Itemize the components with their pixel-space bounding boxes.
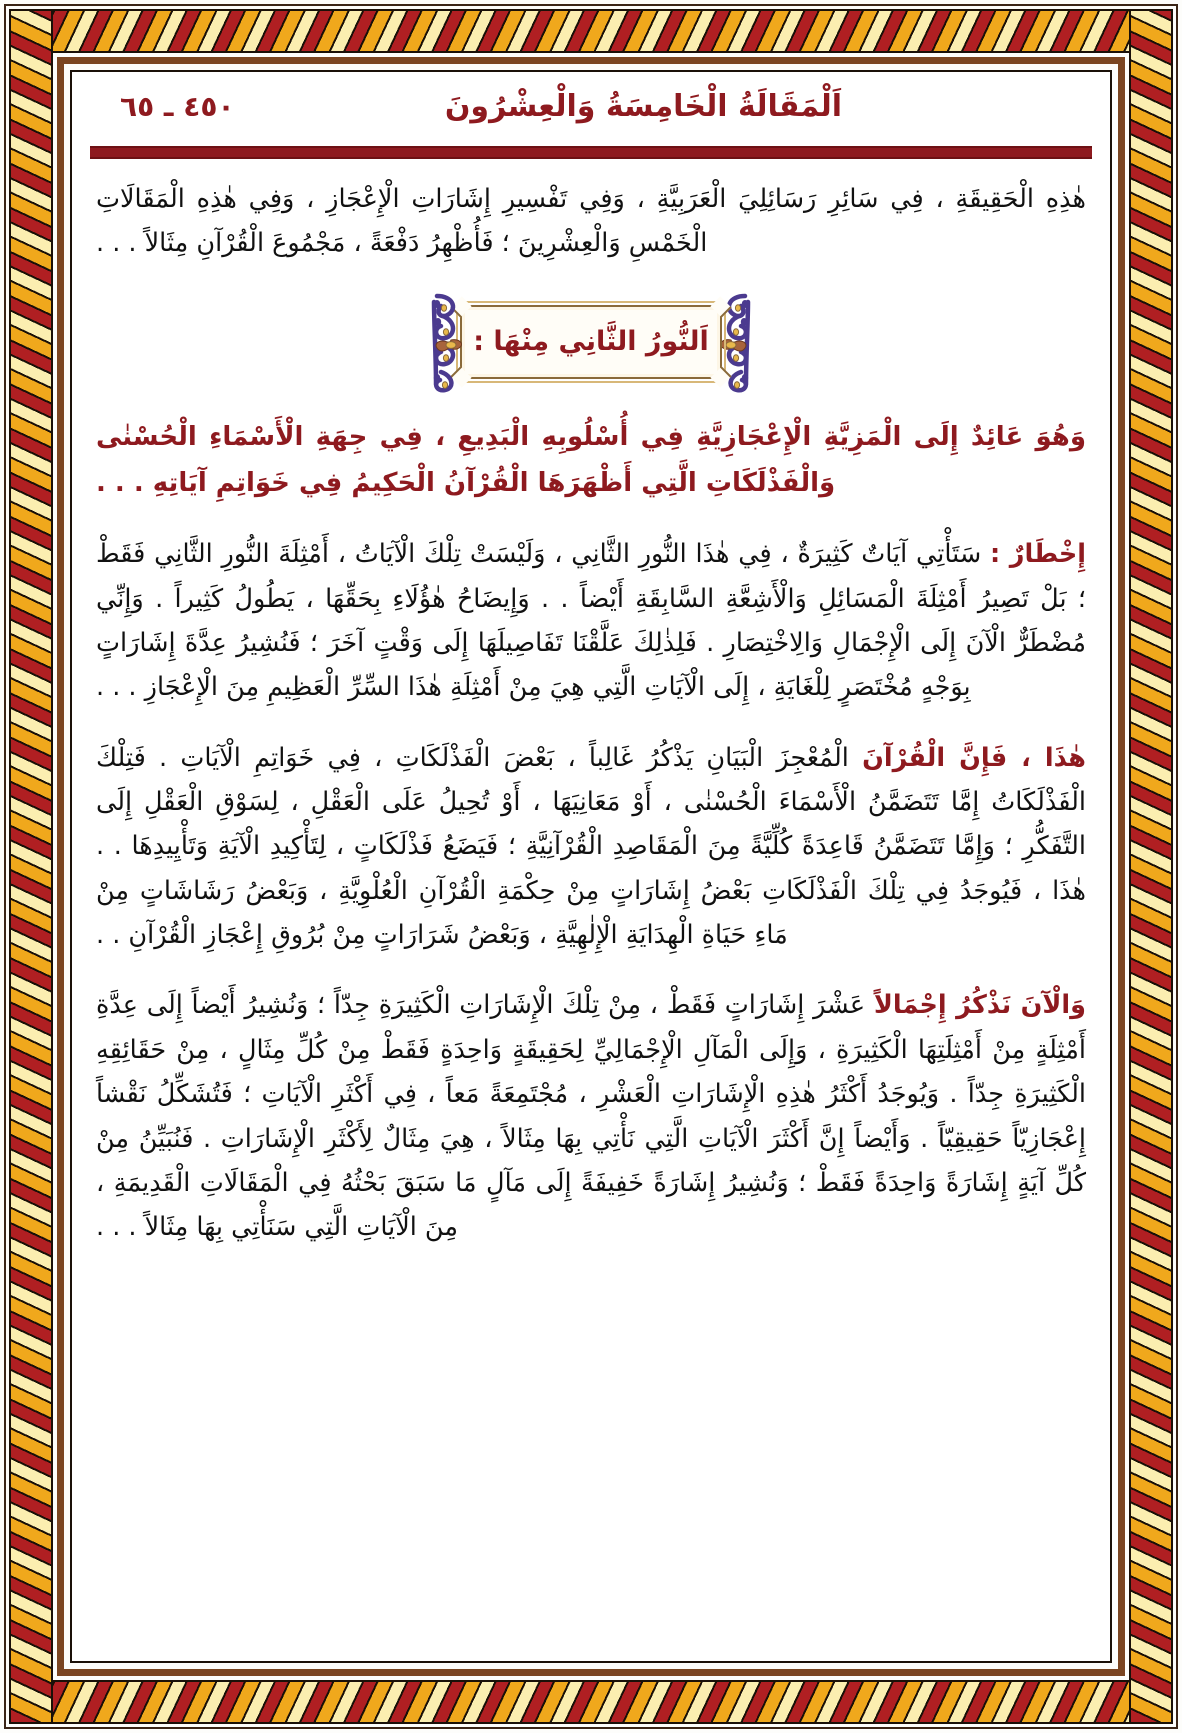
paragraph-4 (96, 736, 1086, 958)
paragraph-1: هٰذِهِ الْحَقِيقَةِ ، فِي سَائِرِ رَسَائِلِيَ الْعَرَبِيَّةِ ، وَفِي تَفْسِيرِ إِشَارَاتِ الْإِعْجَازِ ، وَفِي هٰذِهِ الْمَقَالَاتِ الْخَمْسِ وَالْعِشْرِينَ ؛ فَأُظْهِرُ دَفْعَةً ، مَجْمُوعَ الْقُرْآنِ مِثَالاً . . . (96, 184, 1086, 259)
braid-border-top (9, 9, 1173, 53)
header-divider-rule (90, 146, 1092, 159)
section-title-text: اَلنُّورُ الثَّانِي مِنْهَا : (473, 326, 709, 358)
paragraph-5-body: عَشْرَ إِشَارَاتٍ فَقَطْ ، مِنْ تِلْكَ الْإِشَارَاتِ الْكَثِيرَةِ جِدّاً ؛ وَنُشِيرُ أَيْضاً إِلَى عِدَّةِ أَمْثِلَةٍ مِنْ أَمْثِلَتِهَا الْكَثِيرَةِ ، وَإِلَى الْمَآلِ الْإِجْمَالِيِّ لِحَقِيقَةٍ وَاحِدَةٍ فَقَطْ مِنْ كُلِّ مِثَالٍ ، مِنْ حَقَائِقِهِ الْكَثِيرَةِ جِدّاً . وَيُوجَدُ أَكْثَرُ هٰذِهِ الْإِشَارَاتِ الْعَشْرِ ، مُجْتَمِعَةً مَعاً ، فِي أَكْثَرِ الْآيَاتِ ؛ فَتُشَكِّلُ نَقْشاً إِعْجَازِيّاً حَقِيقِيّاً . وَأَيْضاً إِنَّ أَكْثَرَ الْآيَاتِ الَّتِي نَأْتِي بِهَا مِثَالاً ، هِيَ مِثَالٌ لِأَكْثَرِ الْإِشَارَاتِ . فَنُبَيِّنُ مِنْ كُلِّ آيَةٍ إِشَارَةً وَاحِدَةً فَقَطْ ؛ وَنُشِيرُ إِشَارَةً خَفِيفَةً إِلَى مَآلٍ مَا سَبَقَ بَحْثُهُ فِي الْمَقَالَاتِ الْقَدِيمَةِ ، مِنَ الْآيَاتِ الَّتِي سَنَأْتِي بِهَا مِثَالاً . . . (96, 990, 1086, 1243)
folio-number: ٤٥٠ ـ ٦٥ (120, 89, 235, 123)
paragraph-5-lead-red: وَالْآنَ نَذْكُرُ إِجْمَالاً (873, 990, 1087, 1021)
section-title-plate (460, 305, 722, 379)
paragraph-4-lead-red: هٰذَا ، فَإِنَّ الْقُرْآنَ (862, 742, 1086, 773)
paragraph-4-body: الْمُعْجِزَ الْبَيَانِ يَذْكُرُ غَالِباً ، بَعْضَ الْفَذْلَكَاتِ ، فِي خَوَاتِمِ الْآيَاتِ . فَتِلْكَ الْفَذْلَكَاتُ إِمَّا تَتَضَمَّنُ الْأَسْمَاءَ الْحُسْنٰى ، أَوْ مَعَانِيَهَا ، أَوْ تُحِيلُ عَلَى الْعَقْلِ ، لِسَوْقِ الْعَقْلِ إِلَى التَّفَكُّرِ ؛ وَإِمَّا تَتَضَمَّنُ قَاعِدَةً كُلِّيَّةً مِنَ الْمَقَاصِدِ الْقُرْآنِيَّةِ ؛ فَيَضَعُ فَذْلَكَاتٍ ، لِتَأْكِيدِ الْآيَةِ وَتَأْيِيدِهَا . . هٰذَا ، فَيُوجَدُ فِي تِلْكَ الْفَذْلَكَاتِ بَعْضُ إِشَارَاتٍ مِنْ حِكْمَةِ الْقُرْآنِ الْعُلْوِيَّةِ ، وَبَعْضُ رَشَاشَاتٍ مِنْ مَاءِ حَيَاةِ الْهِدَايَةِ الْإِلٰهِيَّةِ ، وَبَعْضُ شَرَارَاتٍ مِنْ بُرُوقِ إِعْجَازِ الْقُرْآنِ . . (96, 742, 1086, 951)
paragraph-5 (96, 983, 1086, 1249)
paragraph-2-red-emphasis: وَهُوَ عَائِدٌ إِلَى الْمَزِيَّةِ الْإِعْجَازِيَّةِ فِي أُسْلُوبِهِ الْبَدِيعِ ، فِي جِهَةِ الْأَسْمَاءِ الْحُسْنٰى وَالْفَذْلَكَاتِ الَّتِي أَظْهَرَهَا الْقُرْآنُ الْحَكِيمُ فِي خَوَاتِمِ آيَاتِهِ . . . (96, 421, 1086, 498)
section-title-band (421, 288, 761, 396)
arabesque-ornament-left-icon (421, 288, 467, 396)
braid-border-left (9, 9, 53, 1724)
body-column (72, 159, 1110, 1266)
bottom-spacer (96, 1256, 1086, 1266)
braid-border-bottom (9, 1680, 1173, 1724)
braid-border-right (1129, 9, 1173, 1724)
page-content (72, 72, 1110, 1661)
paragraph-3-lead-red: إِخْطَارٌ : (990, 539, 1086, 570)
page-title: اَلْمَقَالَةُ الْخَامِسَةُ وَالْعِشْرُونَ (444, 88, 842, 124)
paragraph-3-body: سَتَأْتِي آيَاتٌ كَثِيرَةٌ ، فِي هٰذَا النُّورِ الثَّانِي ، وَلَيْسَتْ تِلْكَ الْآيَاتُ ، أَمْثِلَةَ النُّورِ الثَّانِي فَقَطْ ؛ بَلْ تَصِيرُ أَمْثِلَةَ الْمَسَائِلِ وَالْأَشِعَّةِ السَّابِقَةِ أَيْضاً . . وَإِيضَاحُ هٰؤُلَاءِ بِحَقِّهَا ، يَطُولُ كَثِيراً . وَإِنِّي مُضْطَرٌّ الْآنَ إِلَى الْإِجْمَالِ وَالِاخْتِصَارِ . فَلِذٰلِكَ عَلَّقْنَا تَفَاصِيلَهَا إِلَى وَقْتٍ آخَرَ ؛ فَنُشِيرُ عِدَّةَ إِشَارَاتٍ بِوَجْهٍ مُخْتَصَرٍ لِلْغَايَةِ ، إِلَى الْآيَاتِ الَّتِي هِيَ مِنْ أَمْثِلَةِ هٰذَا السِّرِّ الْعَظِيمِ مِنَ الْإِعْجَازِ . . . (96, 539, 1086, 703)
running-head (72, 72, 1110, 140)
paragraph-3 (96, 532, 1086, 709)
